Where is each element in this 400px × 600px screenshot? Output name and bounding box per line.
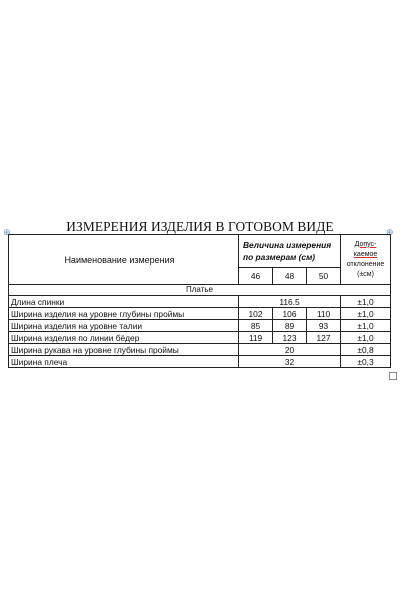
section-row bbox=[9, 285, 391, 296]
row-merged-value: 116.5 bbox=[239, 296, 341, 308]
measurements-table-container bbox=[8, 234, 390, 372]
measurements-table bbox=[8, 234, 391, 368]
row-value-50: 110 bbox=[307, 308, 341, 320]
row-name: Длина спинки bbox=[9, 296, 239, 308]
row-value-46: 85 bbox=[239, 320, 273, 332]
row-merged-value: 32 bbox=[239, 356, 341, 368]
table-header-row bbox=[9, 235, 391, 268]
header-tolerance bbox=[341, 235, 391, 285]
table-row bbox=[9, 344, 391, 356]
table-row bbox=[9, 320, 391, 332]
row-tolerance: ±1,0 bbox=[341, 296, 391, 308]
row-value-48: 106 bbox=[273, 308, 307, 320]
row-tolerance: ±1,0 bbox=[341, 332, 391, 344]
header-size-group: Величина измерения по размерам (см) bbox=[239, 235, 341, 268]
table-row bbox=[9, 332, 391, 344]
row-name: Ширина изделия по линии бёдер bbox=[9, 332, 239, 344]
header-measurement-name: Наименование измерения bbox=[9, 235, 239, 285]
header-size-48: 48 bbox=[273, 268, 307, 285]
row-value-50: 93 bbox=[307, 320, 341, 332]
row-value-46: 119 bbox=[239, 332, 273, 344]
document-title: ИЗМЕРЕНИЯ ИЗДЕЛИЯ В ГОТОВОМ ВИДЕ bbox=[66, 219, 334, 234]
row-tolerance: ±1,0 bbox=[341, 320, 391, 332]
table-row bbox=[9, 356, 391, 368]
header-size-46: 46 bbox=[239, 268, 273, 285]
header-size-50: 50 bbox=[307, 268, 341, 285]
header-tolerance-line-4: (±см) bbox=[357, 270, 374, 278]
section-label: Платье bbox=[9, 285, 391, 296]
row-value-50: 127 bbox=[307, 332, 341, 344]
table-row bbox=[9, 308, 391, 320]
table-move-handle-icon[interactable]: ⊕ bbox=[3, 227, 11, 237]
row-value-48: 123 bbox=[273, 332, 307, 344]
row-tolerance: ±1,0 bbox=[341, 308, 391, 320]
table-select-handle-icon[interactable]: ⊕ bbox=[386, 227, 394, 237]
header-tolerance-line-1: Допус- bbox=[354, 240, 377, 248]
table-resize-handle[interactable] bbox=[389, 372, 397, 380]
row-name: Ширина изделия на уровне глубины проймы bbox=[9, 308, 239, 320]
header-tolerance-line-2: каемое bbox=[353, 250, 378, 258]
row-tolerance: ±0,8 bbox=[341, 344, 391, 356]
row-name: Ширина изделия на уровне талии bbox=[9, 320, 239, 332]
table-row bbox=[9, 296, 391, 308]
row-merged-value: 20 bbox=[239, 344, 341, 356]
header-tolerance-line-3: отклонение bbox=[346, 260, 385, 268]
row-tolerance: ±0,3 bbox=[341, 356, 391, 368]
row-value-46: 102 bbox=[239, 308, 273, 320]
row-name: Ширина плеча bbox=[9, 356, 239, 368]
row-name: Ширина рукава на уровне глубины проймы bbox=[9, 344, 239, 356]
row-value-48: 89 bbox=[273, 320, 307, 332]
